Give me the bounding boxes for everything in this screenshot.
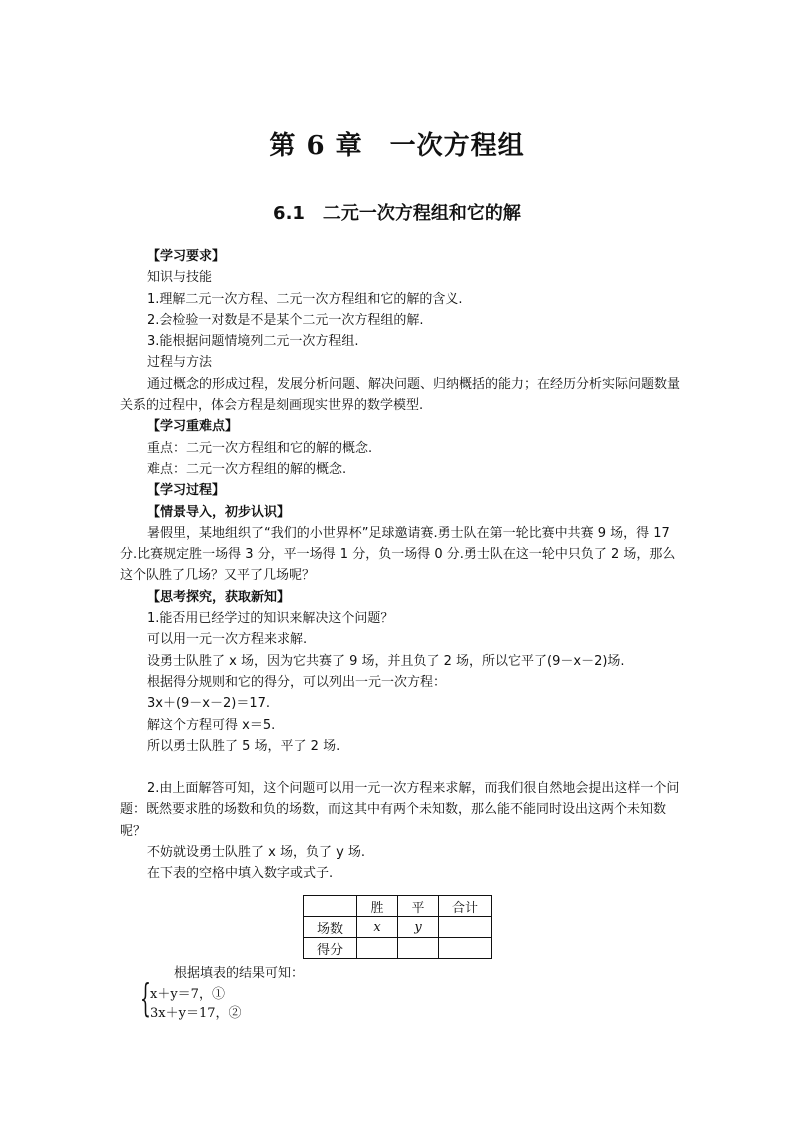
- paragraph: 1.理解二元一次方程、二元一次方程组和它的解的含义.: [147, 291, 463, 307]
- paragraph: 2.由上面解答可知，这个问题可以用一元一次方程来求解，而我们很自然地会提出这样一个问题：既然要求胜的场数和负的场数，而这其中有两个未知数，那么能不能同时设出这两个未知数呢？: [120, 781, 680, 839]
- paragraph: 【情景导入，初步认识】: [147, 504, 291, 520]
- table-header-cell: 平: [398, 896, 439, 917]
- left-brace: {: [140, 976, 151, 1020]
- paragraph: 【学习重难点】: [147, 419, 239, 435]
- paragraph: 不妨就设勇士队胜了 x 场，负了 y 场.: [147, 845, 366, 861]
- paragraph: 【思考探究，获取新知】: [147, 589, 291, 605]
- paragraph: 【学习过程】: [147, 483, 226, 499]
- section-title: 6.1 二元一次方程组和它的解: [273, 203, 521, 224]
- table-cell: 场数: [304, 917, 357, 938]
- fill-in-table: [303, 895, 492, 959]
- table-cell: [398, 938, 439, 959]
- paragraph: 1.能否用已经学过的知识来解决这个问题？: [147, 611, 394, 627]
- table-cell: x: [357, 917, 398, 938]
- table-cell: [357, 938, 398, 959]
- paragraph: 知识与技能: [147, 270, 213, 286]
- paragraph: 解这个方程可得 x＝5.: [147, 717, 276, 733]
- paragraph: 通过概念的形成过程，发展分析问题、解决问题、归纳概括的能力；在经历分析实际问题数量关系的过程中，体会方程是刻画现实世界的数学模型.: [120, 376, 681, 414]
- chapter-title: 第 6 章 一次方程组: [269, 131, 525, 161]
- paragraph: 可以用一元一次方程来求解.: [147, 632, 308, 648]
- body-text: [120, 246, 680, 885]
- table-header-cell: 胜: [357, 896, 398, 917]
- table-cell: 得分: [304, 938, 357, 959]
- paragraph: 重点：二元一次方程组和它的解的概念.: [147, 440, 373, 456]
- table-header-cell: 合计: [439, 896, 492, 917]
- equation-2: 3x＋y＝17，②: [150, 1006, 242, 1021]
- table-row: [304, 938, 492, 959]
- table-row: [304, 917, 492, 938]
- paragraph: 2.会检验一对数是不是某个二元一次方程组的解.: [147, 312, 424, 328]
- equation-1: x＋y＝7，①: [150, 987, 225, 1002]
- table-header-cell: [304, 896, 357, 917]
- paragraph: 所以勇士队胜了 5 场，平了 2 场.: [147, 738, 341, 754]
- paragraph: [120, 757, 680, 778]
- table-header-row: [304, 896, 492, 917]
- paragraph: 过程与方法: [147, 355, 213, 371]
- paragraph: 根据得分规则和它的得分，可以列出一元一次方程：: [147, 674, 447, 690]
- conclusion-text: 根据填表的结果可知：: [174, 966, 305, 981]
- table-cell: [439, 917, 492, 938]
- paragraph: 难点：二元一次方程组的解的概念.: [147, 461, 347, 477]
- paragraph: 设勇士队胜了 x 场，因为它共赛了 9 场，并且负了 2 场，所以它平了(9－x－2)场.: [147, 653, 625, 669]
- paragraph: 【学习要求】: [147, 249, 226, 264]
- paragraph: 3.能根据问题情境列二元一次方程组.: [147, 334, 359, 350]
- table-cell: y: [398, 917, 439, 938]
- paragraph: 暑假里，某地组织了“我们的小世界杯”足球邀请赛.勇士队在第一轮比赛中共赛 9 场，得 17 分.比赛规定胜一场得 3 分，平一场得 1 分，负一场得 0 分.勇士队在这一轮中只负了 2 场，那么这个队胜了几场？又平了几场呢？: [120, 525, 676, 584]
- paragraph: 在下表的空格中填入数字或式子.: [147, 866, 334, 882]
- paragraph: 3x＋(9－x－2)＝17.: [147, 696, 271, 712]
- table-cell: [439, 938, 492, 959]
